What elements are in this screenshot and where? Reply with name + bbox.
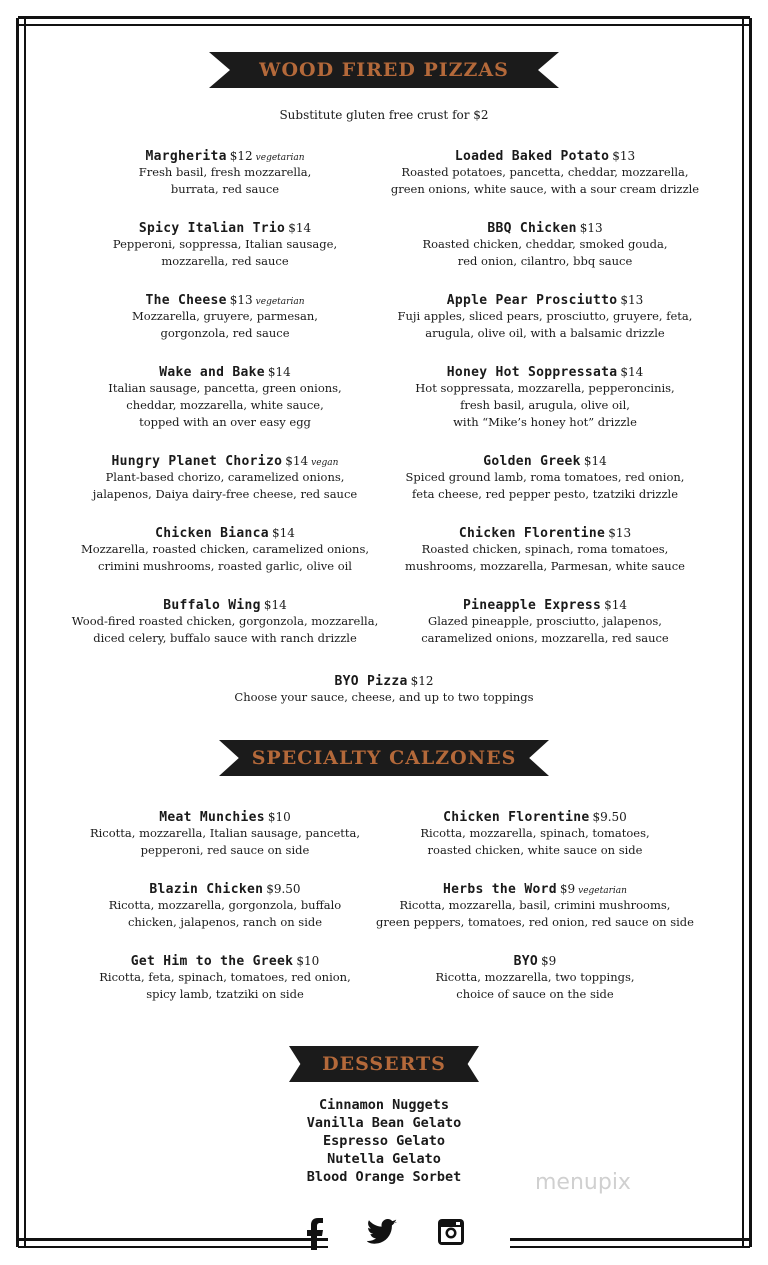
dessert-item: Nutella Gelato (327, 1151, 441, 1167)
item-price: $10 (267, 810, 291, 824)
watermark-logo: menupix (535, 1170, 631, 1195)
item-price: $10 (296, 954, 320, 968)
item-description-line: mozzarella, red sauce (161, 254, 289, 268)
pizza-list-right (380, 145, 710, 666)
menu-item (60, 450, 390, 503)
frame-left-border (16, 18, 19, 1247)
item-name: Honey Hot Soppressata (446, 365, 618, 380)
item-description-line: green onions, white sauce, with a sour cream drizzle (390, 182, 700, 196)
item-price: $14 (263, 598, 287, 612)
item-price: $13 (608, 526, 632, 540)
item-description-line: Fresh basil, fresh mozzarella, (138, 165, 312, 179)
item-description-line: Ricotta, mozzarella, two toppings, (435, 970, 635, 984)
item-description-line: Ricotta, mozzarella, spinach, tomatoes, (420, 826, 650, 840)
item-description-line: jalapenos, Daiya dairy-free cheese, red sauce (92, 487, 358, 501)
item-description-line: crimini mushrooms, roasted garlic, olive oil (98, 559, 352, 573)
item-description-line: pepperoni, red sauce on side (140, 843, 310, 857)
item-price: $13 (579, 221, 603, 235)
dessert-item: Vanilla Bean Gelato (306, 1115, 462, 1131)
item-description-line: red onion, cilantro, bbq sauce (457, 254, 633, 268)
item-description-line: Mozzarella, roasted chicken, caramelized onions, (80, 542, 370, 556)
calzones-banner (219, 740, 549, 776)
item-description-line: choice of sauce on the side (456, 987, 614, 1001)
item-price: $14 (285, 454, 309, 468)
frame-right-border (749, 18, 752, 1247)
menu-item (60, 145, 390, 198)
item-description-line: Ricotta, mozzarella, Italian sausage, pancetta, (89, 826, 361, 840)
facebook-icon[interactable] (303, 1218, 325, 1254)
item-description-line: roasted chicken, white sauce on side (427, 843, 643, 857)
item-description-line: Fuji apples, sliced pears, prosciutto, gruyere, feta, (397, 309, 693, 323)
item-name: Wake and Bake (159, 365, 265, 380)
desserts-title: DESSERTS (322, 1053, 446, 1075)
item-price: $14 (271, 526, 295, 540)
item-description-line: Ricotta, mozzarella, gorgonzola, buffalo (108, 898, 342, 912)
item-name: Herbs the Word (443, 882, 557, 897)
pizzas-title: WOOD FIRED PIZZAS (259, 59, 509, 81)
menu-item (60, 594, 390, 647)
item-price: $13 (229, 293, 253, 307)
item-description-line: Italian sausage, pancetta, green onions, (108, 381, 342, 395)
menu-item (380, 522, 710, 575)
item-name: Spicy Italian Trio (138, 221, 286, 236)
calzone-list-right (370, 806, 700, 1022)
item-name: Pineapple Express (462, 598, 602, 613)
item-description-line: chicken, jalapenos, ranch on side (127, 915, 323, 929)
item-description-line: Glazed pineapple, prosciutto, jalapenos, (428, 614, 662, 628)
menu-item (60, 361, 390, 431)
item-price: $12 (410, 674, 434, 688)
menu-item (380, 361, 710, 431)
item-description-line: fresh basil, arugula, olive oil, (460, 398, 630, 412)
desserts-banner (289, 1046, 479, 1082)
menu-item (60, 950, 390, 1003)
item-description-line: spicy lamb, tzatziki on side (146, 987, 304, 1001)
item-name: Margherita (145, 149, 227, 164)
item-description-line: feta cheese, red pepper pesto, tzatziki drizzle (411, 487, 679, 501)
item-description-line: gorgonzola, red sauce (160, 326, 290, 340)
menu-item (60, 217, 390, 270)
item-price: $14 (604, 598, 628, 612)
instagram-icon[interactable] (437, 1218, 465, 1254)
item-description-line: Hot soppressata, mozzarella, pepperoncinis, (415, 381, 675, 395)
item-name: BBQ Chicken (487, 221, 577, 236)
item-price: $9 (559, 882, 576, 896)
item-name: Blazin Chicken (149, 882, 264, 897)
item-price: $13 (612, 149, 636, 163)
item-name: Loaded Baked Potato (454, 149, 610, 164)
dessert-item: Cinnamon Nuggets (318, 1097, 450, 1113)
item-name: Buffalo Wing (163, 598, 261, 613)
item-description-line: Roasted potatoes, pancetta, cheddar, mozzarella, (401, 165, 689, 179)
item-description-line: arugula, olive oil, with a balsamic drizzle (425, 326, 665, 340)
item-name: Hungry Planet Chorizo (111, 454, 283, 469)
item-tag: vegan (311, 458, 339, 468)
menu-item (380, 289, 710, 342)
item-description-line: mushrooms, mozzarella, Parmesan, white sauce (405, 559, 685, 573)
item-description-line: Wood-fired roasted chicken, gorgonzola, mozzarella, (71, 614, 379, 628)
item-price: $9.50 (592, 810, 627, 824)
pizzas-banner (209, 52, 559, 88)
frame-top-border (18, 16, 750, 19)
item-description-line: Mozzarella, gruyere, parmesan, (132, 309, 318, 323)
item-name: Golden Greek (483, 454, 581, 469)
item-price: $9.50 (266, 882, 301, 896)
item-name: Get Him to the Greek (130, 954, 294, 969)
menu-item (380, 450, 710, 503)
item-price: $14 (583, 454, 607, 468)
item-description-line: Spiced ground lamb, roma tomatoes, red onion, (405, 470, 685, 484)
pizza-list-left (60, 145, 390, 666)
dessert-list (0, 1096, 768, 1186)
byo-pizza (0, 670, 768, 706)
item-description-line: Ricotta, mozzarella, basil, crimini mushrooms, (399, 898, 671, 912)
item-description-line: diced celery, buffalo sauce with ranch drizzle (93, 631, 357, 645)
item-description-line: Ricotta, feta, spinach, tomatoes, red onion, (99, 970, 351, 984)
item-tag: vegetarian (255, 153, 305, 163)
item-description-line: Roasted chicken, spinach, roma tomatoes, (421, 542, 669, 556)
item-name: The Cheese (145, 293, 227, 308)
item-description-line: Plant-based chorizo, caramelized onions, (105, 470, 345, 484)
menu-item (370, 878, 700, 931)
menu-item (60, 289, 390, 342)
dessert-item: Blood Orange Sorbet (306, 1169, 462, 1185)
menu-item (380, 145, 710, 198)
item-description-line: green peppers, tomatoes, red onion, red sauce on side (376, 915, 694, 929)
menu-item (380, 217, 710, 270)
item-name: Chicken Florentine (443, 810, 590, 825)
dessert-item: Espresso Gelato (323, 1133, 445, 1149)
menu-item (60, 522, 390, 575)
frame-top-border-inner (18, 24, 750, 26)
item-price: $12 (229, 149, 253, 163)
item-price: $14 (267, 365, 291, 379)
social-links (0, 1218, 768, 1254)
item-description-line: burrata, red sauce (170, 182, 280, 196)
menu-item (60, 806, 390, 859)
menu-item (370, 950, 700, 1003)
menu-item (60, 878, 390, 931)
item-name: Apple Pear Prosciutto (446, 293, 618, 308)
item-price: $13 (620, 293, 644, 307)
item-price: $14 (620, 365, 644, 379)
item-description-line: Roasted chicken, cheddar, smoked gouda, (422, 237, 668, 251)
item-description-line: topped with an over easy egg (139, 415, 311, 429)
item-description-line: caramelized onions, mozzarella, red sauce (421, 631, 669, 645)
item-tag: vegetarian (578, 886, 627, 896)
item-name: BYO (513, 954, 539, 969)
item-description-line: with “Mike’s honey hot” drizzle (453, 415, 637, 429)
calzone-list-left (60, 806, 390, 1022)
item-price: $14 (288, 221, 312, 235)
item-name: BYO Pizza (334, 674, 408, 689)
gluten-free-note: Substitute gluten free crust for $2 (279, 108, 489, 122)
item-description-line: cheddar, mozzarella, white sauce, (126, 398, 324, 412)
menu-item (380, 594, 710, 647)
calzones-title: SPECIALTY CALZONES (251, 747, 517, 769)
twitter-icon[interactable] (365, 1218, 397, 1254)
item-name: Meat Munchies (159, 810, 265, 825)
item-name: Chicken Bianca (155, 526, 269, 541)
menu-item (370, 806, 700, 859)
item-description: Choose your sauce, cheese, and up to two toppings (234, 690, 534, 704)
frame-left-border-inner (24, 18, 26, 1247)
frame-right-border-inner (742, 18, 744, 1247)
item-price: $9 (541, 954, 557, 968)
item-tag: vegetarian (255, 297, 305, 307)
item-description-line: Pepperoni, soppressa, Italian sausage, (112, 237, 338, 251)
item-name: Chicken Florentine (458, 526, 606, 541)
